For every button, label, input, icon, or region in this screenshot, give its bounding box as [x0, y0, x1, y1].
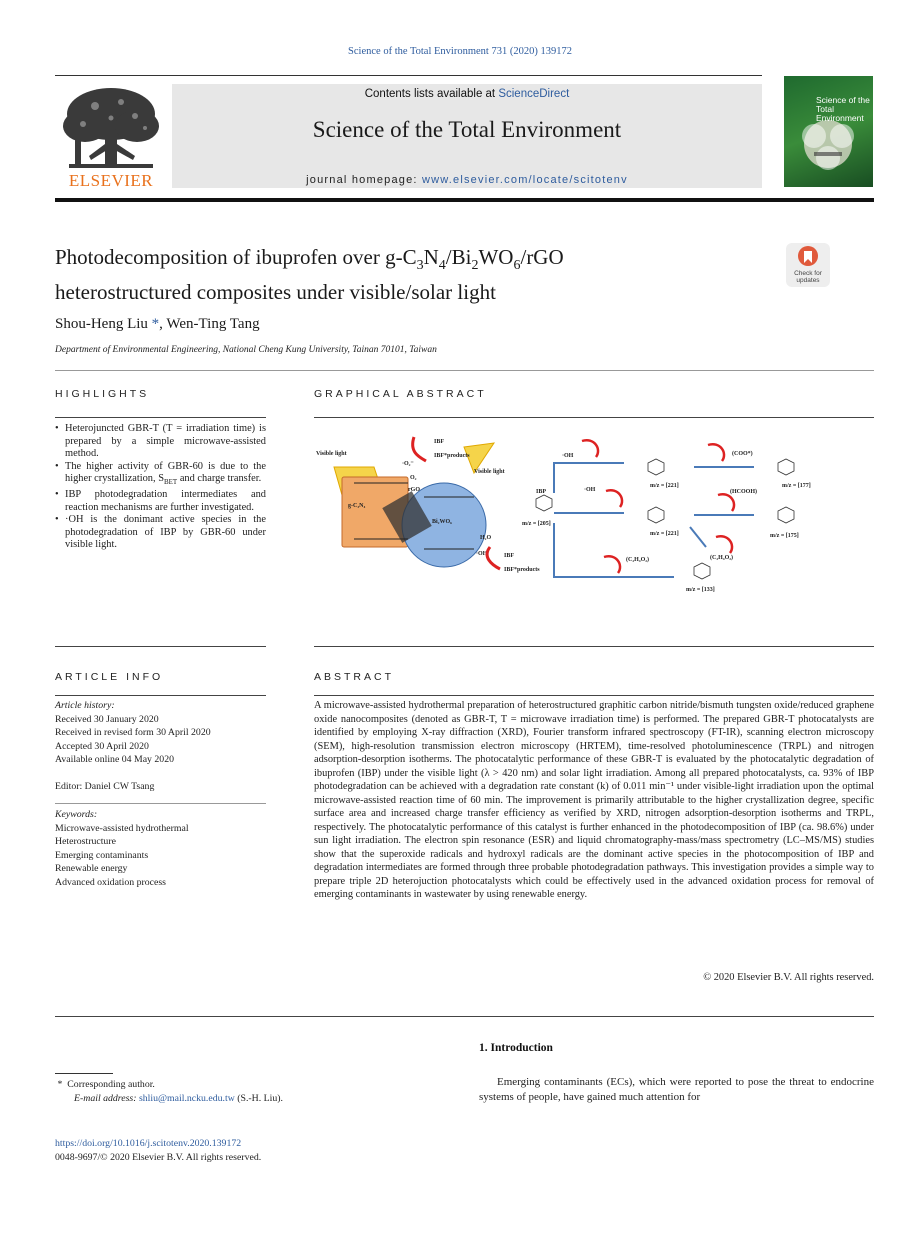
issn-line: 0048-9697/© 2020 Elsevier B.V. All rights reserved. — [55, 1151, 262, 1163]
ibf-label: IBF — [434, 439, 445, 445]
highlights-list — [55, 423, 266, 552]
degradation-pathway — [536, 459, 794, 579]
history-online: Available online 04 May 2020 — [55, 754, 174, 765]
article-title: Photodecomposition of ibuprofen over $g-C_3N_4/Bi_2WO_6$/rGO heterostructured composites under visible/solar light — [55, 245, 564, 305]
author-tang[interactable]: , Wen-Ting Tang — [159, 316, 260, 332]
c2h4o2-label: (C₂H₄O₂) — [626, 557, 650, 563]
visible-light-label-left: Visible light — [316, 451, 347, 457]
abstract-copyright: © 2020 Elsevier B.V. All rights reserved. — [703, 972, 874, 983]
abstract-text: A microwave-assisted hydrothermal preparation of heterostructured graphitic carbon nitride/bismuth tungsten oxide/reduced graphene oxide nanocomposites (denoted as GBR-T, T = microwave irradiation time) is performed. The prepared GBR-T photocatalysts are identified by employing X-ray diffraction (XRD), Fourier transform infrared spectroscopy (FT-IR), scanning electron microscopy (SEM), high-resolution transmission electron microscopy (HRTEM), time-resolved photoluminescence (TRPL) and nitrogen adsorption-desorption isotherms. The photocatalytic performance of these GBR-T is evaluated by the photocatalytic degradation of ibuprofen (IBP) under the visible light (λ > 420 nm) and solar light irradiation. Among all prepared photocatalysts, ca. 93% of IBP photodegradation can be achieved with a degradation rate constant (k) of 0.011 min⁻¹ under visible-light irradiation upon the optimal microwave-assisted reaction time of 60 min. The improvement is primarily attributable to the higher crystallization degree, specific surface area and increased charge transfer efficiency as verified by XRD, nitrogen adsorption-desorption isotherms and TRPL, respectively. The photocatalytic performance of this catalyst is further enhanced in the photodecomposition of IBP (ca. 98.6%) under sun light irradiation. The electron spin resonance (ESR) and liquid chromatography-mass/mass spectrometry (LC–MS/MS) studies show that the superoxide radicals and hydroxyl radicals are the dominant active species in the photocomposition of IBP and degradation intermediates are formed through three probable photodegradation pathways. This investigation provides a simple way to prepare triple 2D heterojuction photocatalysts which could be effectively used in the advanced oxidation process for removal of emerging contaminants in wastewater by using renewable energy. — [314, 700, 874, 900]
abstract-rule — [314, 695, 874, 696]
highlight-item: • IBP photodegradation intermediates and reaction mechanisms are further investigated. — [55, 489, 266, 514]
editor: Editor: Daniel CW Tsang — [55, 781, 155, 792]
journal-cover[interactable] — [784, 76, 873, 187]
m133-ring — [694, 563, 710, 579]
article-info-heading: ARTICLE INFO — [55, 671, 164, 683]
highlights-rule — [55, 417, 266, 418]
doi-link[interactable]: https://doi.org/10.1016/j.scitotenv.2020.139172 — [55, 1138, 242, 1149]
footnote-corresponding-text: Corresponding author. — [67, 1079, 155, 1090]
m175-ring — [778, 507, 794, 523]
introduction-heading: 1. Introduction — [479, 1042, 553, 1054]
ibp-label: IBP — [536, 489, 547, 495]
history-label: Article history: — [55, 700, 115, 711]
homepage-prefix: journal homepage: — [306, 174, 422, 186]
running-head[interactable]: Science of the Total Environment 731 (2020) 139172 — [348, 46, 572, 57]
bookmark-icon — [786, 243, 830, 271]
email-suffix: (S.-H. Liu). — [234, 1092, 283, 1104]
homepage-line — [172, 174, 762, 186]
oh-label-1: ·OH — [562, 453, 574, 459]
ibf-label-2: IBF — [504, 553, 515, 559]
red-arrow-top — [413, 437, 426, 461]
arrow-diag — [690, 527, 706, 547]
highlights-bottom-rule — [55, 646, 266, 647]
contents-prefix: Contents lists available at — [364, 88, 499, 100]
keyword: Advanced oxidation process — [55, 876, 166, 888]
keyword: Microwave-assisted hydrothermal — [55, 822, 189, 834]
title-line2: heterostructured composites under visible/solar light — [55, 280, 496, 305]
article-info-rule — [55, 695, 266, 696]
title-sub-2: 2 — [471, 258, 479, 274]
elsevier-wordmark: ELSEVIER — [68, 171, 154, 190]
red-arrow-coo — [708, 444, 724, 461]
keyword: Emerging contaminants — [55, 849, 149, 861]
highlight-item — [55, 461, 266, 489]
m177-ring — [778, 459, 794, 475]
red-arrow-c2h4o2-b — [716, 536, 732, 553]
mz175-label: m/z = [175] — [770, 533, 799, 539]
title-part1: Photodecomposition of ibuprofen over g-C — [55, 245, 417, 269]
ibf-products-label: IBF*products — [434, 453, 470, 459]
article-history — [55, 699, 266, 767]
m221b-ring — [648, 507, 664, 523]
bwo-label: Bi₂WO₆ — [432, 519, 452, 525]
hydroxyl-label: ·OH — [476, 551, 488, 557]
highlight-item: • ·OH is the donimant active species in the photodegradation of IBP by GBR-60 under visible light. — [55, 514, 266, 552]
doi-block — [55, 1137, 355, 1164]
title-sub-6: 6 — [513, 258, 521, 274]
mz133-label: m/z = [133] — [686, 587, 715, 593]
keywords-rule — [55, 803, 266, 804]
footnote-email-line — [55, 1092, 355, 1106]
photocatalyst-scheme — [316, 437, 540, 573]
journal-title: Science of the Total Environment — [312, 117, 622, 142]
c2h4o2-label-b: (C₂H₄O₂) — [710, 555, 734, 561]
mz221a-label: m/z = [221] — [650, 483, 679, 489]
mz221b-label: m/z = [221] — [650, 531, 679, 537]
keyword: Heterostructure — [55, 836, 116, 847]
history-revised: Received in revised form 30 April 2020 — [55, 727, 211, 738]
header-rule — [55, 75, 762, 76]
graphical-abstract-bottom-rule — [314, 646, 874, 647]
abstract-heading: ABSTRACT — [314, 671, 395, 683]
highlight-2-sub: BET — [163, 478, 178, 487]
keyword: Renewable energy — [55, 863, 128, 874]
coo-label: (COO*) — [732, 451, 753, 457]
ibp-ring — [536, 495, 552, 511]
affiliation-rule — [55, 370, 874, 371]
footnote-mark: * — [57, 1079, 63, 1090]
mz205-label: m/z = [205] — [522, 521, 551, 527]
corresponding-mark[interactable]: * — [151, 316, 160, 332]
keywords — [55, 808, 266, 889]
pathway-labels — [522, 450, 811, 593]
mz177-label: m/z = [177] — [782, 483, 811, 489]
highlights-heading: HIGHLIGHTS — [55, 388, 150, 400]
visible-light-label-right: Visible light — [474, 469, 505, 475]
footnote — [55, 1078, 355, 1105]
title-sub-4: 4 — [438, 258, 446, 274]
oh-label-2: ·OH — [584, 487, 596, 493]
highlight-2-tail: and charge transfer. — [177, 473, 262, 485]
highlight-2-text: The higher activity of GBR-60 is due to the higher crystallization, S — [65, 460, 266, 485]
homepage-url[interactable]: www.elsevier.com/locate/scitotenv — [421, 174, 628, 186]
rgo-label: rGO — [408, 487, 420, 493]
superoxide-label: ·O₂⁻ — [402, 461, 414, 467]
red-arrow-oh2 — [606, 490, 622, 507]
m221a-ring — [648, 459, 664, 475]
graphical-abstract-rule — [314, 417, 874, 418]
history-received: Received 30 January 2020 — [55, 713, 159, 725]
red-arrow-bottom — [487, 547, 500, 569]
ibf-products-label-2: IBF*products — [504, 567, 540, 573]
cover-title: Science of the Total Environment — [816, 95, 870, 123]
red-arrow-hcooh — [718, 494, 734, 511]
email-label: E-mail address: — [74, 1092, 139, 1104]
red-arrow-c2h4o2 — [604, 556, 620, 573]
introduction-text: Emerging contaminants (ECs), which were reported to pose the threat to endocrine systems of people, have gained much attention for — [479, 1076, 874, 1103]
title-part1-rest: /rGO — [520, 245, 564, 269]
header-thick-rule — [55, 198, 874, 202]
title-sub-3: 3 — [416, 258, 424, 274]
red-arrow-oh1 — [582, 440, 598, 457]
highlight-item: • Heterojuncted GBR-T (T = irradiation time) is prepared by a simple microwave-assisted method. — [55, 423, 266, 461]
contents-line — [172, 88, 762, 100]
authors — [55, 316, 260, 333]
history-accepted: Accepted 30 April 2020 — [55, 740, 149, 752]
oxygen-label: O₂ — [410, 475, 417, 481]
footnote-rule — [55, 1073, 113, 1074]
footnote-corresponding — [55, 1078, 355, 1092]
abstract-bottom-rule — [55, 1016, 874, 1017]
graphical-abstract-figure[interactable] — [314, 427, 874, 597]
author-liu[interactable]: Shou-Heng Liu — [55, 316, 148, 332]
graphical-abstract-heading: GRAPHICAL ABSTRACT — [314, 388, 487, 400]
sciencedirect-link[interactable]: ScienceDirect — [498, 88, 570, 100]
hcooh-label: (HCOOH) — [730, 489, 757, 495]
cover-art — [784, 76, 873, 187]
gcn-label: g-C₃N₄ — [348, 503, 366, 509]
email-link[interactable]: shliu@mail.ncku.edu.tw — [138, 1092, 235, 1104]
check-for-updates-label[interactable]: Check for updates — [794, 270, 822, 284]
affiliation: Department of Environmental Engineering, National Cheng Kung University, Tainan 70101, Taiwan — [55, 345, 437, 355]
water-label: H₂O — [480, 535, 492, 541]
keywords-label: Keywords: — [55, 809, 98, 820]
